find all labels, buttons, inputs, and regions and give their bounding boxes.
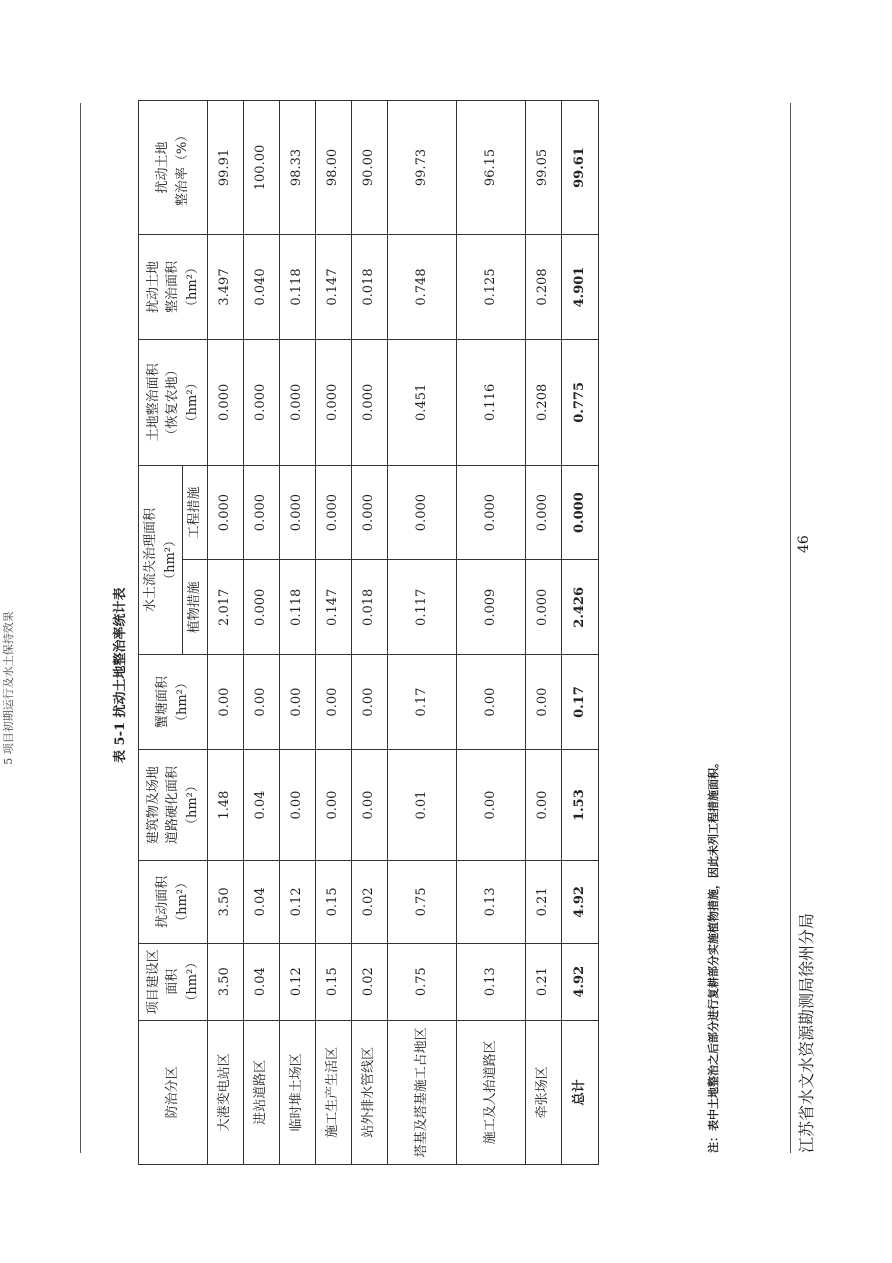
cell-building: 0.00 <box>279 749 315 860</box>
cell-building: 0.04 <box>243 749 279 860</box>
col-land-rec-l1: 土地整治面积 <box>145 363 161 442</box>
col-building <box>139 749 208 860</box>
cell-land: 0.116 <box>456 340 525 466</box>
cell-build: 0.75 <box>387 943 456 1020</box>
cell-crab: 0.00 <box>351 655 387 750</box>
cell-zone: 牵张场区 <box>525 1020 561 1164</box>
col-crab-pond-l2: （hm²） <box>174 676 190 729</box>
land-rectification-table <box>138 100 599 1165</box>
cell-build: 0.02 <box>351 943 387 1020</box>
cell-land: 0.775 <box>561 340 598 466</box>
cell-plant: 0.000 <box>525 560 561 655</box>
col-disturb-treat <box>139 234 208 339</box>
cell-disturb: 0.04 <box>243 861 279 943</box>
cell-build: 4.92 <box>561 943 598 1020</box>
table-row <box>387 101 456 1165</box>
cell-zone: 施工生产生活区 <box>315 1020 351 1164</box>
cell-treat: 4.901 <box>561 234 598 339</box>
col-build-area-l3: （hm²） <box>184 955 200 1008</box>
cell-rate: 99.05 <box>525 101 561 235</box>
cell-building: 0.00 <box>315 749 351 860</box>
cell-build: 3.50 <box>207 943 243 1020</box>
cell-rate: 90.00 <box>351 101 387 235</box>
col-soil-loss-l1: 水土流失治理面积 <box>143 507 158 612</box>
table-note: 注：表中土地整治之后部分进行复耕部分实施植物措施，因此未列工程措施面积。 <box>707 757 720 1153</box>
col-rate-l1: 扰动土地 <box>155 141 171 194</box>
cell-land: 0.000 <box>243 340 279 466</box>
footer-organization: 江苏省水文水资源勘测局徐州分局 <box>797 912 816 1153</box>
cell-zone: 塔基及塔基施工占地区 <box>387 1020 456 1164</box>
col-soil-loss-l2: （hm²） <box>162 533 178 586</box>
table-row <box>456 101 525 1165</box>
col-crab-pond-l1: 蟹塘面积 <box>155 676 171 729</box>
total-row <box>561 101 598 1165</box>
cell-building: 0.01 <box>387 749 456 860</box>
cell-rate: 100.00 <box>243 101 279 235</box>
cell-disturb: 0.21 <box>525 861 561 943</box>
cell-rate: 99.91 <box>207 101 243 235</box>
table-row <box>207 101 243 1165</box>
cell-eng: 0.000 <box>561 465 598 560</box>
cell-rate: 99.73 <box>387 101 456 235</box>
col-plant: 植物措施 <box>183 560 208 655</box>
cell-treat: 0.125 <box>456 234 525 339</box>
cell-land: 0.000 <box>351 340 387 466</box>
cell-eng: 0.000 <box>279 465 315 560</box>
table-row <box>351 101 387 1165</box>
cell-zone: 站外排水管线区 <box>351 1020 387 1164</box>
cell-eng: 0.000 <box>387 465 456 560</box>
cell-crab: 0.00 <box>315 655 351 750</box>
cell-eng: 0.000 <box>243 465 279 560</box>
cell-treat: 0.040 <box>243 234 279 339</box>
cell-plant: 0.018 <box>351 560 387 655</box>
cell-crab: 0.17 <box>561 655 598 750</box>
cell-crab: 0.17 <box>387 655 456 750</box>
col-disturb-treat-l3: （hm²） <box>184 261 200 313</box>
cell-plant: 0.000 <box>243 560 279 655</box>
cell-disturb: 0.13 <box>456 861 525 943</box>
cell-building: 1.53 <box>561 749 598 860</box>
cell-eng: 0.000 <box>525 465 561 560</box>
col-disturb-area-l1: 扰动面积 <box>155 875 171 928</box>
col-land-rec <box>139 340 208 466</box>
cell-eng: 0.000 <box>207 465 243 560</box>
cell-disturb: 0.75 <box>387 861 456 943</box>
cell-building: 0.00 <box>456 749 525 860</box>
cell-disturb: 0.15 <box>315 861 351 943</box>
cell-plant: 0.009 <box>456 560 525 655</box>
cell-build: 0.12 <box>279 943 315 1020</box>
col-land-rec-l3: （hm²） <box>184 376 200 429</box>
cell-zone: 总计 <box>561 1020 598 1164</box>
col-engineering: 工程措施 <box>183 465 208 560</box>
cell-disturb: 0.02 <box>351 861 387 943</box>
cell-disturb: 0.12 <box>279 861 315 943</box>
cell-land: 0.000 <box>315 340 351 466</box>
cell-building: 0.00 <box>351 749 387 860</box>
chapter-header: 5 项目初期运行及水土保持效果 <box>2 611 15 765</box>
cell-treat: 0.147 <box>315 234 351 339</box>
cell-zone: 临时堆土场区 <box>279 1020 315 1164</box>
page-number: 46 <box>796 535 812 553</box>
col-building-l1: 建筑物及场地 <box>145 766 161 845</box>
cell-eng: 0.000 <box>315 465 351 560</box>
cell-build: 0.15 <box>315 943 351 1020</box>
cell-land: 0.451 <box>387 340 456 466</box>
cell-building: 1.48 <box>207 749 243 860</box>
cell-land: 0.000 <box>207 340 243 466</box>
cell-zone: 大港变电站区 <box>207 1020 243 1164</box>
col-building-l3: （hm²） <box>184 779 200 832</box>
cell-eng: 0.000 <box>351 465 387 560</box>
cell-land: 0.208 <box>525 340 561 466</box>
cell-treat: 0.208 <box>525 234 561 339</box>
footer-divider <box>790 103 791 1153</box>
cell-treat: 3.497 <box>207 234 243 339</box>
cell-rate: 98.33 <box>279 101 315 235</box>
cell-crab: 0.00 <box>243 655 279 750</box>
cell-zone: 进站道路区 <box>243 1020 279 1164</box>
cell-rate: 96.15 <box>456 101 525 235</box>
cell-building: 0.00 <box>525 749 561 860</box>
cell-build: 0.21 <box>525 943 561 1020</box>
cell-land: 0.000 <box>279 340 315 466</box>
cell-disturb: 3.50 <box>207 861 243 943</box>
col-disturb-area-l2: （hm²） <box>174 875 190 928</box>
col-disturb-area <box>139 861 208 943</box>
table-row <box>525 101 561 1165</box>
col-disturb-treat-l1: 扰动土地 <box>145 261 161 314</box>
cell-crab: 0.00 <box>207 655 243 750</box>
col-rate <box>139 101 208 235</box>
col-disturb-treat-l2: 整治面积 <box>165 261 180 314</box>
cell-disturb: 4.92 <box>561 861 598 943</box>
cell-plant: 0.118 <box>279 560 315 655</box>
col-build-area-l1: 项目建设区 <box>145 949 161 1015</box>
table-title: 表 5-1 扰动土地整治率统计表 <box>113 587 128 763</box>
table-row <box>315 101 351 1165</box>
cell-plant: 2.017 <box>207 560 243 655</box>
cell-rate: 98.00 <box>315 101 351 235</box>
cell-treat: 0.748 <box>387 234 456 339</box>
cell-plant: 0.117 <box>387 560 456 655</box>
col-rate-l2: 整治率（%） <box>174 128 190 207</box>
cell-crab: 0.00 <box>525 655 561 750</box>
col-crab-pond <box>139 655 208 750</box>
col-build-area <box>139 943 208 1020</box>
cell-treat: 0.118 <box>279 234 315 339</box>
col-land-rec-l2: （恢复农地） <box>165 363 180 442</box>
cell-plant: 0.147 <box>315 560 351 655</box>
header-divider <box>80 103 81 1153</box>
cell-build: 0.04 <box>243 943 279 1020</box>
col-soil-loss <box>139 465 183 655</box>
cell-eng: 0.000 <box>456 465 525 560</box>
cell-treat: 0.018 <box>351 234 387 339</box>
table-row <box>243 101 279 1165</box>
cell-plant: 2.426 <box>561 560 598 655</box>
cell-zone: 施工及人抬道路区 <box>456 1020 525 1164</box>
table-row <box>279 101 315 1165</box>
col-building-l2: 道路硬化面积 <box>165 766 180 845</box>
cell-crab: 0.00 <box>456 655 525 750</box>
col-zone: 防治分区 <box>139 1020 208 1164</box>
cell-rate: 99.61 <box>561 101 598 235</box>
cell-crab: 0.00 <box>279 655 315 750</box>
cell-build: 0.13 <box>456 943 525 1020</box>
col-build-area-l2: 面积 <box>165 968 180 995</box>
